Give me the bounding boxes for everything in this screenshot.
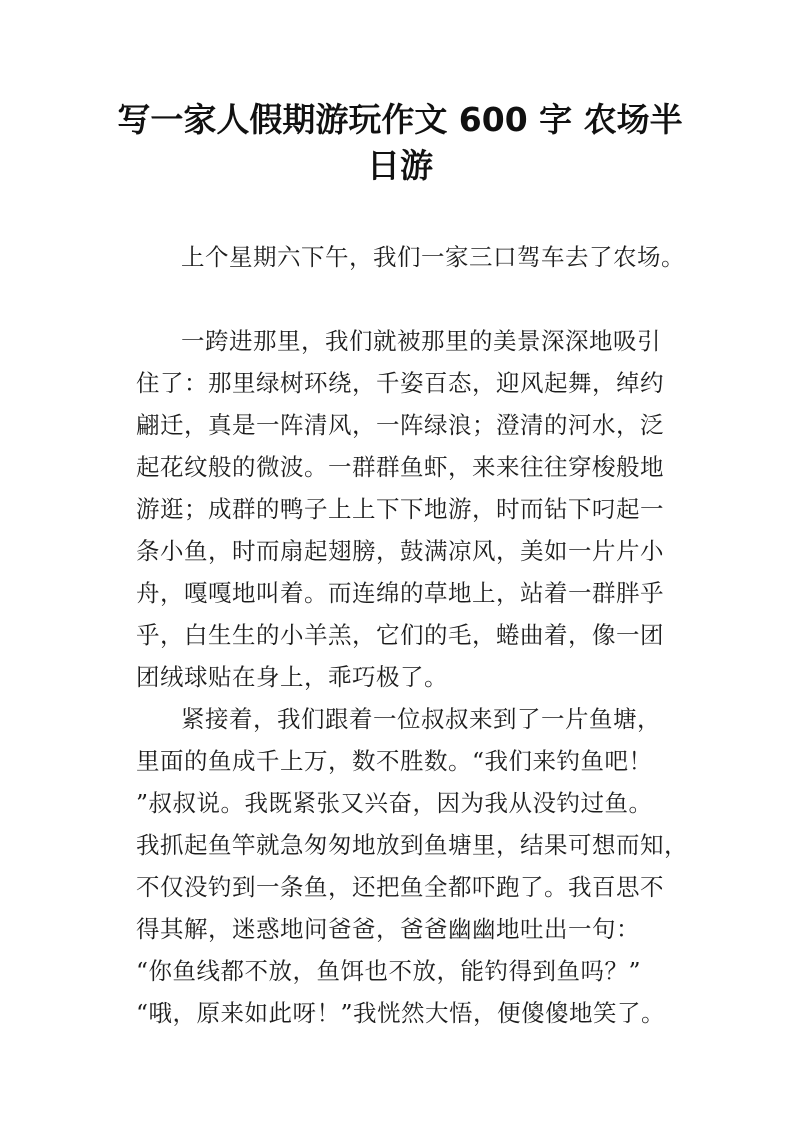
paragraph-2-line-1: 一跨进那里，我们就被那里的美景深深地吸引 (181, 327, 661, 355)
paragraph-3-line-4: 我抓起鱼竿就急匆匆地放到鱼塘里，结果可想而知， (136, 831, 688, 859)
paragraph-1-line-1: 上个星期六下午，我们一家三口驾车去了农场。 (181, 243, 685, 271)
paragraph-2-line-3: 翩迁，真是一阵清风，一阵绿浪；澄清的河水，泛 (136, 411, 664, 439)
document-title-line-2: 日游 (367, 146, 433, 185)
paragraph-3-line-2: 里面的鱼成千上万，数不胜数。“我们来钓鱼吧！ (136, 747, 653, 775)
paragraph-3-line-1: 紧接着，我们跟着一位叔叔来到了一片鱼塘， (181, 705, 661, 733)
paragraph-2-line-5: 游逛；成群的鸭子上上下下地游，时而钻下叼起一 (136, 495, 664, 523)
paragraph-3-line-8: “哦，原来如此呀！”我恍然大悟，便傻傻地笑了。 (136, 999, 666, 1027)
paragraph-3-line-5: 不仅没钓到一条鱼，还把鱼全都吓跑了。我百思不 (136, 873, 664, 901)
paragraph-3-line-3: ”叔叔说。我既紧张又兴奋，因为我从没钓过鱼。 (136, 789, 653, 817)
paragraph-2-line-7: 舟，嘎嘎地叫着。而连绵的草地上，站着一群胖乎 (136, 579, 664, 607)
paragraph-2-line-9: 团绒球贴在身上，乖巧极了。 (136, 663, 448, 691)
paragraph-2-line-2: 住了：那里绿树环绕，千姿百态，迎风起舞，绰约 (136, 369, 664, 397)
paragraph-2-line-8: 乎，白生生的小羊羔，它们的毛，蜷曲着，像一团 (136, 621, 664, 649)
paragraph-3-line-7: “你鱼线都不放，鱼饵也不放，能钓得到鱼吗？” (136, 957, 642, 985)
paragraph-3-line-6: 得其解，迷惑地问爸爸，爸爸幽幽地吐出一句： (136, 915, 640, 943)
document-title-line-1: 写一家人假期游玩作文 600 字 农场半 (117, 100, 683, 139)
paragraph-2-line-6: 条小鱼，时而扇起翅膀，鼓满凉风，美如一片片小 (136, 537, 664, 565)
paragraph-2-line-4: 起花纹般的微波。一群群鱼虾，来来往往穿梭般地 (136, 453, 664, 481)
